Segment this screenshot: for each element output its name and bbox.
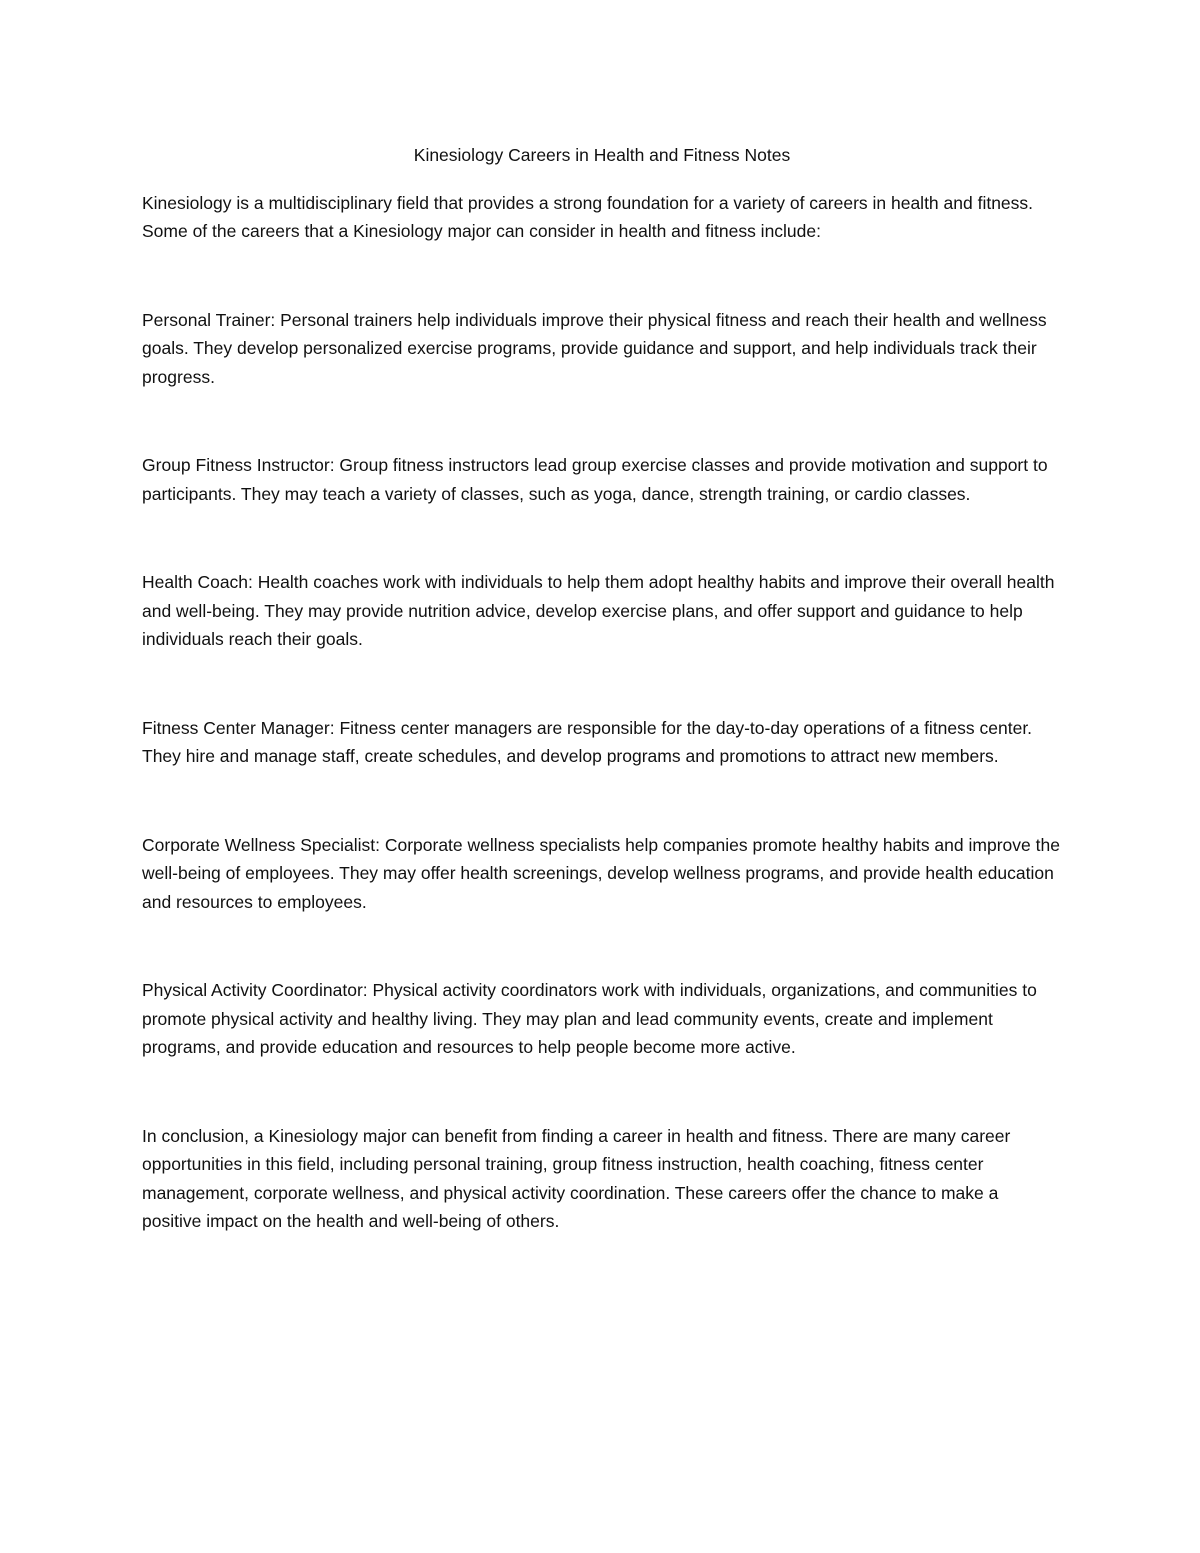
paragraph-corporate-wellness-specialist: Corporate Wellness Specialist: Corporate wellness specialists help companies promote healthy habits and improve the well-being of employees. They may offer health screenings, develop wellness programs, and provide health education and resources to employees.	[142, 834, 1060, 912]
paragraph-personal-trainer: Personal Trainer: Personal trainers help individuals improve their physical fitness and reach their health and wellness goals. They develop personalized exercise programs, provide guidance and support, and help individuals track their progress.	[142, 309, 1047, 387]
paragraph-fitness-center-manager: Fitness Center Manager: Fitness center managers are responsible for the day-to-day operations of a fitness center. They hire and manage staff, create schedules, and develop programs and promotions to attract new members.	[142, 717, 1033, 766]
document-body	[142, 141, 1062, 1236]
intro-paragraph: Kinesiology is a multidisciplinary field that provides a strong foundation for a variety of careers in health and fitness. Some of the careers that a Kinesiology major can consider in health and fitness include:	[142, 192, 1034, 241]
conclusion-paragraph: In conclusion, a Kinesiology major can benefit from finding a career in health and fitness. There are many career opportunities in this field, including personal training, group fitness instruction, health coaching, fitness center management, corporate wellness, and physical activity coordination. These careers offer the chance to make a positive impact on the health and well-being of others.	[142, 1125, 1011, 1231]
paragraph-group-fitness-instructor: Group Fitness Instructor: Group fitness instructors lead group exercise classes and provide motivation and support to participants. They may teach a variety of classes, such as yoga, dance, strength training, or cardio classes.	[142, 455, 1048, 504]
paragraph-physical-activity-coordinator: Physical Activity Coordinator: Physical activity coordinators work with individuals, organizations, and communities to promote physical activity and healthy living. They may plan and lead community events, create and implement programs, and provide education and resources to help people become more active.	[142, 980, 1037, 1057]
paragraph-health-coach: Health Coach: Health coaches work with individuals to help them adopt healthy habits and improve their overall health and well-being. They may provide nutrition advice, develop exercise plans, and offer support and guidance to help individuals reach their goals.	[142, 572, 1055, 649]
document-title: Kinesiology Careers in Health and Fitness Notes	[413, 145, 791, 165]
